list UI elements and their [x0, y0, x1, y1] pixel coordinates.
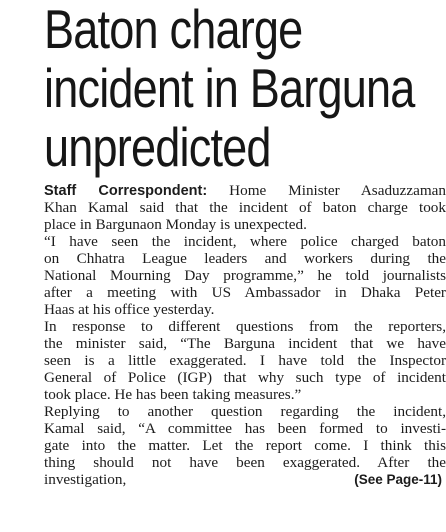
- article-line: Replying to another question regarding the incident,: [44, 403, 446, 420]
- article-line: place in Bargunaon Monday is unexpected.: [44, 216, 307, 233]
- article-line: took place. He has been taking measures.”: [44, 386, 302, 403]
- article-line: Kamal said, “A committee has been formed to investi-: [44, 420, 446, 437]
- article-line: General of Police (IGP) that why such type of incident: [44, 369, 446, 386]
- article-line: In response to different questions from the reporters,: [44, 318, 446, 335]
- article-line: gate into the matter. Let the report come. I think this: [44, 437, 446, 454]
- article-line: Haas at his office yesterday.: [44, 301, 215, 318]
- headline: [44, 0, 415, 178]
- continuation-label: (See Page-11): [354, 472, 442, 487]
- headline-line: unpredicted: [44, 116, 271, 178]
- headline-line: Baton charge: [44, 0, 303, 60]
- article-line: [44, 471, 446, 488]
- article-line: National Mourning Day programme,” he told journalists: [44, 267, 446, 284]
- article-body: [44, 182, 446, 488]
- article-line: on Chhatra League leaders and workers during the: [44, 250, 446, 267]
- article-line: seen is a little exaggerated. I have told the Inspector: [44, 352, 446, 369]
- article-line: after a meeting with US Ambassador in Dhaka Peter: [44, 284, 446, 301]
- article-line: [44, 182, 446, 199]
- article-line: “I have seen the incident, where police charged baton: [44, 233, 446, 250]
- article-text: Home Minister Asaduzzaman: [207, 182, 446, 199]
- byline: Staff Correspondent:: [44, 183, 208, 199]
- headline-line: incident in Barguna: [44, 57, 415, 119]
- article-line: thing should not have been exaggerated. After the: [44, 454, 446, 471]
- article-line: the minister said, “The Barguna incident that we have: [44, 335, 446, 352]
- article-line: Khan Kamal said that the incident of baton charge took: [44, 199, 446, 216]
- article-text: investigation,: [44, 471, 127, 488]
